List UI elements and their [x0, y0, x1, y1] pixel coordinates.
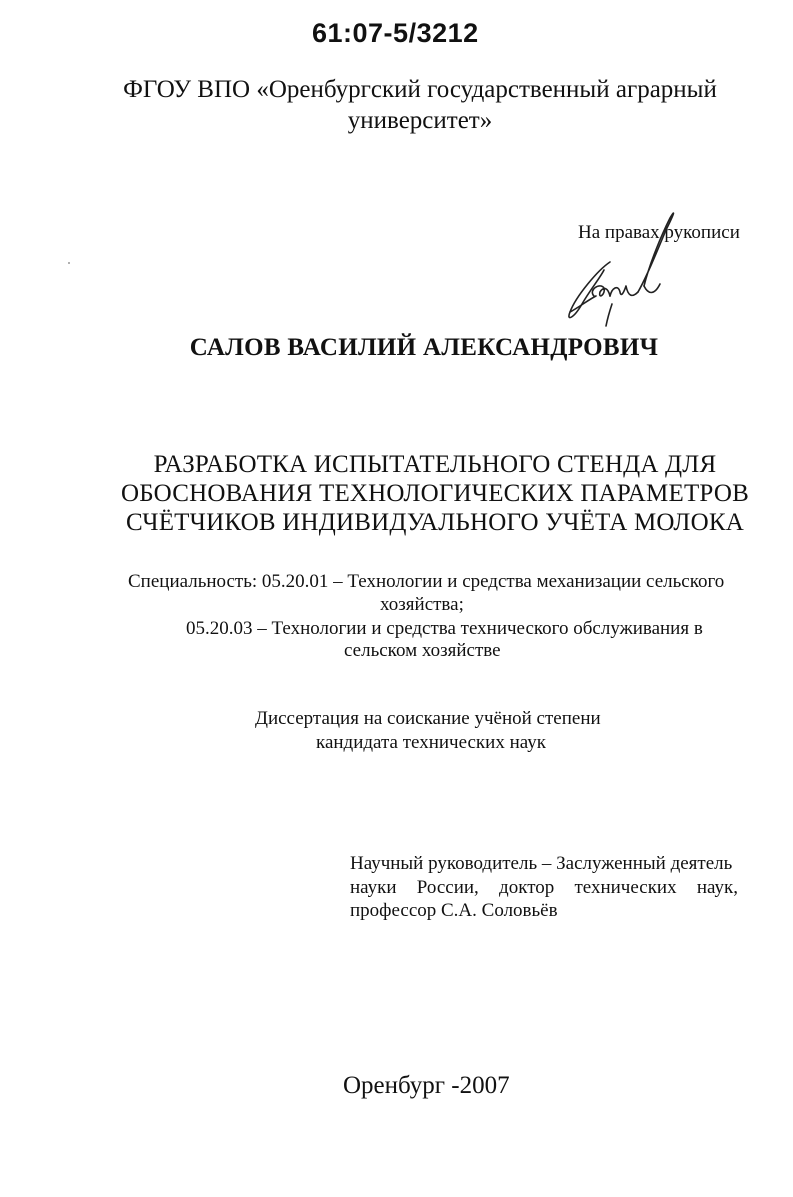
archive-code: 61:07-5/3212	[312, 18, 479, 48]
supervisor-word: науки	[350, 877, 397, 898]
supervisor-line-1: Научный руководитель – Заслуженный деятель	[350, 853, 733, 874]
title-line-3: СЧЁТЧИКОВ ИНДИВИДУАЛЬНОГО УЧЁТА МОЛОКА	[126, 509, 744, 536]
title-line-1: РАЗРАБОТКА ИСПЫТАТЕЛЬНОГО СТЕНДА ДЛЯ	[153, 451, 717, 478]
organization-line-2: университет»	[347, 107, 493, 134]
city-year: Оренбург -2007	[343, 1072, 510, 1099]
supervisor-word: России,	[416, 877, 479, 898]
organization	[60, 74, 780, 136]
author-name: САЛОВ ВАСИЛИЙ АЛЕКСАНДРОВИЧ	[189, 334, 659, 361]
specialty-line-2: 05.20.03 – Технологии и средства технического обслуживания в	[186, 618, 703, 639]
signature	[548, 200, 688, 340]
supervisor-line-3: профессор С.А. Соловьёв	[350, 900, 558, 921]
supervisor-line-2	[350, 877, 738, 899]
dissertation-title	[40, 450, 793, 537]
supervisor-word: технических	[574, 877, 677, 898]
specialty-line-2-continued: сельском хозяйстве	[344, 640, 501, 661]
specialty-line-1-continued: хозяйства;	[380, 594, 464, 615]
supervisor-word: доктор	[499, 877, 555, 898]
degree-line-2: кандидата технических наук	[316, 732, 546, 753]
specialty-line-1: Специальность: 05.20.01 – Технологии и средства механизации сельского	[128, 571, 725, 592]
supervisor-word: наук,	[696, 877, 738, 898]
scan-speck	[68, 262, 70, 264]
degree-line-1: Диссертация на соискание учёной степени	[255, 708, 601, 729]
manuscript-rights-note: На правах рукописи	[578, 222, 740, 243]
title-line-2: ОБОСНОВАНИЯ ТЕХНОЛОГИЧЕСКИХ ПАРАМЕТРОВ	[121, 480, 749, 507]
organization-line-1: ФГОУ ВПО «Оренбургский государственный аграрный	[123, 76, 717, 103]
